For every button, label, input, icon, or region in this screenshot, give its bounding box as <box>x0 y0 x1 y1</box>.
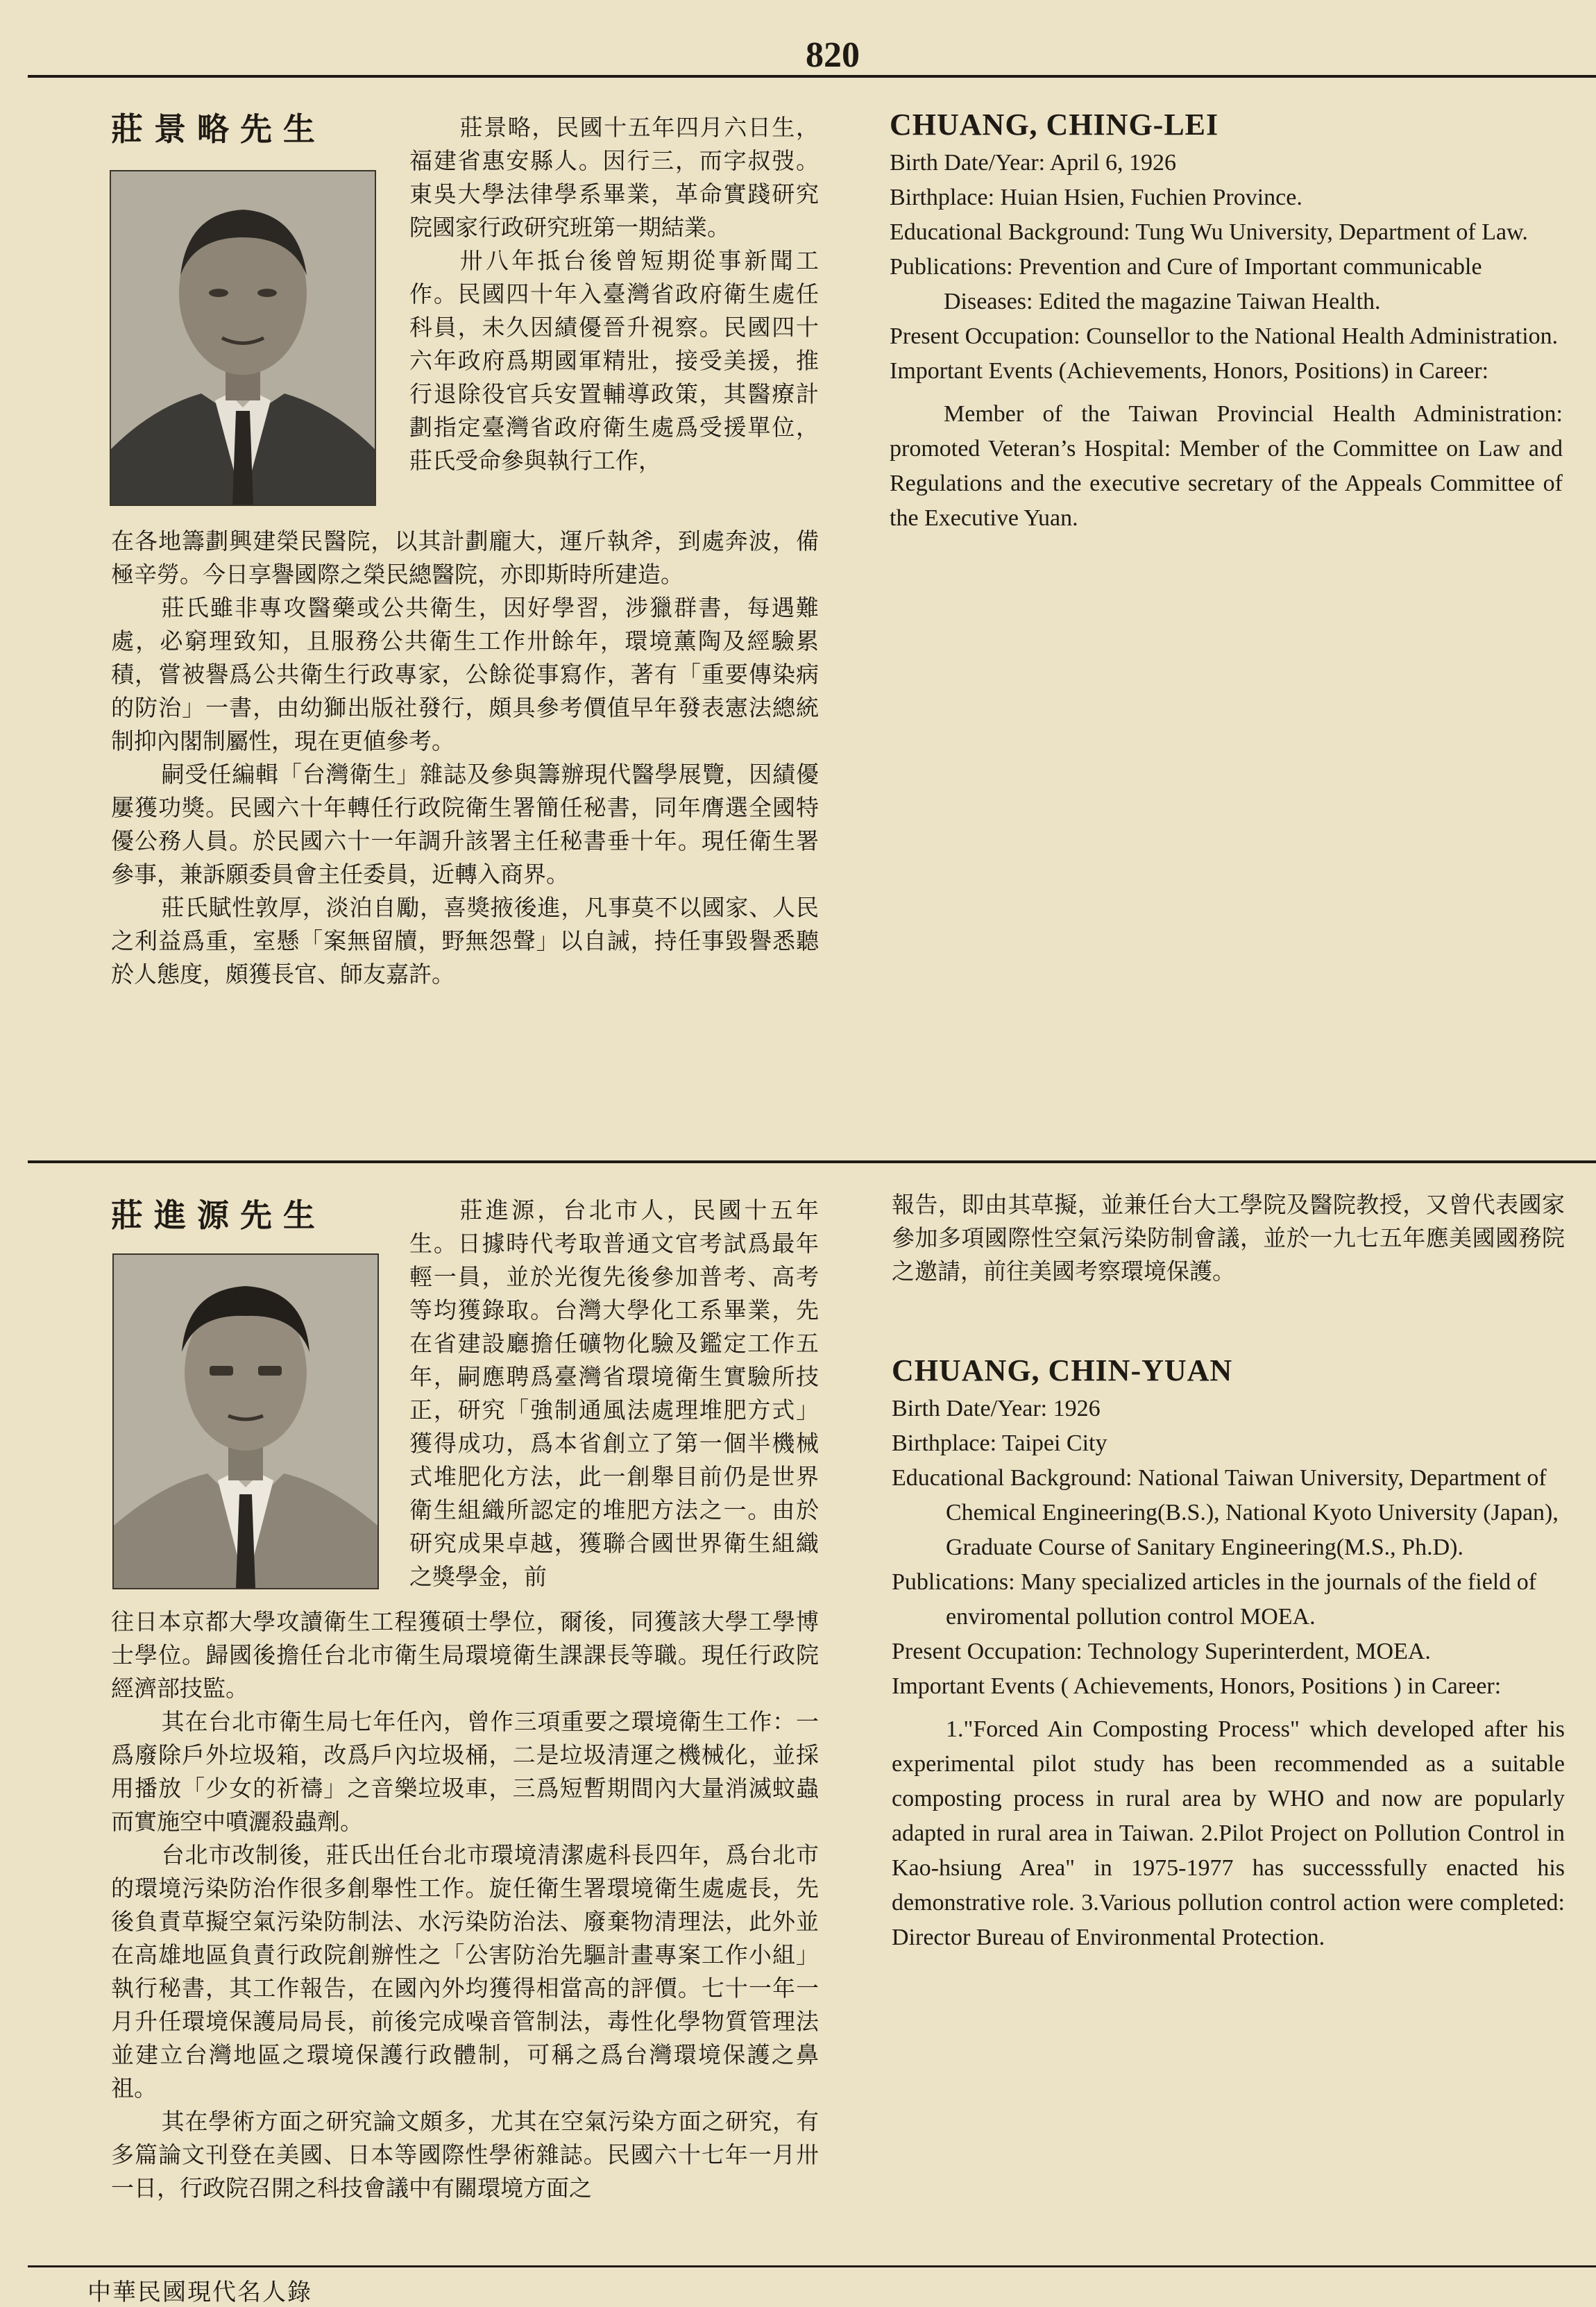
entry-1-portrait <box>110 170 376 506</box>
entry-1-en-events: Member of the Taiwan Provincial Health Administration: promoted Veteran’s Hospital: Member of the Committee on Law and Regulations and the executive secretary of the Appeals Committee of the Executive Yuan. <box>890 401 1563 531</box>
entry-2-cn-name: 莊進源先生 <box>111 1197 326 1234</box>
entry-2-portrait <box>112 1253 379 1589</box>
entry-1-en-events-heading: Important Events (Achievements, Honors, Positions) in Career: <box>890 358 1489 384</box>
entry-2-cn-body <box>111 1605 819 2205</box>
middle-rule <box>28 1160 1596 1163</box>
entry-2-cn-paragraph-4-cont: 報告，即由其草擬，並兼任台大工學院及醫院教授，又曾代表國家參加多項國際性空氣污染防制會議，並於一九七五年應美國國務院之邀請，前往美國考察環境保護。 <box>892 1191 1565 1285</box>
entry-2-cn-continued <box>892 1188 1565 1288</box>
entry-2-cn-intro <box>409 1194 819 1594</box>
entry-2-en-education: Educational Background: National Taiwan University, Department of Chemical Engineering(B.S.), National Kyoto University (Japan), Graduate Course of Sanitary Engineering(M.S., Ph.D). <box>892 1465 1559 1560</box>
entry-1-en-name: CHUANG, CHING-LEI <box>890 108 1219 142</box>
entry-1-en-education: Educational Background: Tung Wu University, Department of Law. <box>890 219 1528 245</box>
entry-1-cn-paragraph-4: 嗣受任編輯「台灣衛生」雜誌及參與籌辦現代醫學展覽，因績優屢獲功獎。民國六十年轉任行政院衛生署簡任秘書，同年膺選全國特優公務人員。於民國六十一年調升該署主任秘書垂十年。現任衛生署參事，兼訴願委員會主任委員，近轉入商界。 <box>111 761 819 888</box>
entry-2-en-events: 1."Forced Ain Composting Process" which developed after his experimental pilot study has been recommended as a suitable composting process in rural area by WHO and now are popularly adapted in rural area in Taiwan. 2.Pilot Project on Pollution Control in Kao-hsiung Area" in 1975-1977 has successsfully enacted his demonstrative role. 3.Various pollution control action were completed: Director Bureau of Environmental Protection. <box>892 1716 1565 1950</box>
entry-2-cn-paragraph-1: 莊進源，台北市人，民國十五年生。日據時代考取普通文官考試爲最年輕一員，並於光復先後參加普考、高考等均獲錄取。台灣大學化工系畢業，先在省建設廳擔任礦物化驗及鑑定工作五年，嗣應聘爲臺灣省環境衛生實驗所技正，研究「強制通風法處理堆肥方式」獲得成功，爲本省創立了第一個半機械式堆肥化方法，此一創舉目前仍是世界衛生組織所認定的堆肥方法之一。由於研究成果卓越，獲聯合國世界衛生組織之獎學金，前 <box>409 1197 819 1590</box>
entry-1-cn-paragraph-3: 莊氏雖非專攻醫藥或公共衛生，因好學習，涉獵群書，每遇難處，必窮理致知，且服務公共衛生工作卅餘年，環境薰陶及經驗累積，嘗被譽爲公共衛生行政專家，公餘從事寫作，著有「重要傳染病的防治」一書，由幼獅出版社發行，頗具參考價值早年發表憲法總統制抑內閣制屬性，現在更値參考。 <box>111 594 819 754</box>
entry-1-cn-paragraph-5: 莊氏賦性敦厚，淡泊自勵，喜獎掖後進，凡事莫不以國家、人民之利益爲重，室懸「案無留牘，野無怨聲」以自誡，持任事毀譽悉聽於人態度，頗獲長官、師友嘉許。 <box>111 894 819 988</box>
page-footer: 中華民國現代名人錄 <box>87 2279 312 2306</box>
entry-2-en-events-heading: Important Events ( Achievements, Honors, Positions ) in Career: <box>892 1673 1502 1699</box>
entry-1-en-birthplace: Birthplace: Huian Hsien, Fuchien Province. <box>890 185 1302 210</box>
entry-1-cn-intro <box>409 111 819 478</box>
page-number: 820 <box>806 35 860 75</box>
entry-2-en <box>892 1350 1565 1955</box>
entry-2-en-birthplace: Birthplace: Taipei City <box>892 1430 1107 1456</box>
entry-2-cn-paragraph-2: 其在台北市衛生局七年任內，曾作三項重要之環境衛生工作：一爲廢除戶外垃圾箱，改爲戶內垃圾桶，二是垃圾清運之機械化，並採用播放「少女的祈禱」之音樂垃圾車，三爲短暫期間內大量消滅蚊蟲而實施空中噴灑殺蟲劑。 <box>111 1708 819 1835</box>
entry-2-en-name: CHUANG, CHIN-YUAN <box>892 1353 1233 1387</box>
top-rule <box>28 75 1596 78</box>
entry-2-cn-paragraph-1-cont: 往日本京都大學攻讀衛生工程獲碩士學位，爾後，同獲該大學工學博士學位。歸國後擔任台北市衛生局環境衛生課課長等職。現任行政院經濟部技監。 <box>111 1608 819 1702</box>
entry-1-cn-paragraph-2-cont: 在各地籌劃興建榮民醫院，以其計劃龐大，運斤執斧，到處奔波，備極辛勞。今日享譽國際之榮民總醫院，亦即斯時所建造。 <box>111 527 819 588</box>
bottom-rule <box>28 2265 1596 2267</box>
entry-1-cn-name: 莊景略先生 <box>111 110 326 148</box>
entry-1-cn-paragraph-1: 莊景略，民國十五年四月六日生，福建省惠安縣人。因行三，而字叔弢。東吳大學法律學系畢業，革命實踐研究院國家行政研究班第一期結業。 <box>409 114 819 241</box>
entry-1-en <box>890 104 1563 536</box>
entry-1-cn-paragraph-2: 卅八年抵台後曾短期從事新聞工作。民國四十年入臺灣省政府衛生處任科員，未久因績優晉升視察。民國四十六年政府爲期國軍精壯，接受美援，推行退除役官兵安置輔導政策，其醫療計劃指定臺灣省政府衛生處爲受援單位，莊氏受命參與執行工作， <box>409 247 819 474</box>
entry-1-en-birth: Birth Date/Year: April 6, 1926 <box>890 150 1177 176</box>
entry-2-en-birth: Birth Date/Year: 1926 <box>892 1396 1101 1421</box>
entry-1-en-occupation: Present Occupation: Counsellor to the National Health Administration. <box>890 323 1559 349</box>
entry-2-en-occupation: Present Occupation: Technology Superinterdent, MOEA. <box>892 1639 1431 1664</box>
entry-1-cn-body <box>111 525 819 991</box>
entry-2-cn-paragraph-4: 其在學術方面之研究論文頗多，尤其在空氣污染方面之研究，有多篇論文刊登在美國、日本等國際性學術雜誌。民國六十七年一月卅一日，行政院召開之科技會議中有關環境方面之 <box>111 2108 819 2202</box>
entry-2-en-publications: Publications: Many specialized articles in the journals of the field of enviromental pollution control MOEA. <box>892 1569 1537 1630</box>
entry-1-en-publications: Publications: Prevention and Cure of Important communicable Diseases: Edited the magazine Taiwan Health. <box>890 254 1482 314</box>
entry-2-cn-paragraph-3: 台北市改制後，莊氏出任台北市環境清潔處科長四年，爲台北市的環境污染防治作很多創舉性工作。旋任衛生署環境衛生處處長，先後負責草擬空氣污染防制法、水污染防治法、廢棄物清理法，此外並在高雄地區負責行政院創辦性之「公害防治先驅計畫專案工作小組」執行秘書，其工作報告，在國內外均獲得相當高的評價。七十一年一月升任環境保護局局長，前後完成噪音管制法，毒性化學物質管理法並建立台灣地區之環境保護行政體制，可稱之爲台灣環境保護之鼻祖。 <box>111 1841 819 2102</box>
